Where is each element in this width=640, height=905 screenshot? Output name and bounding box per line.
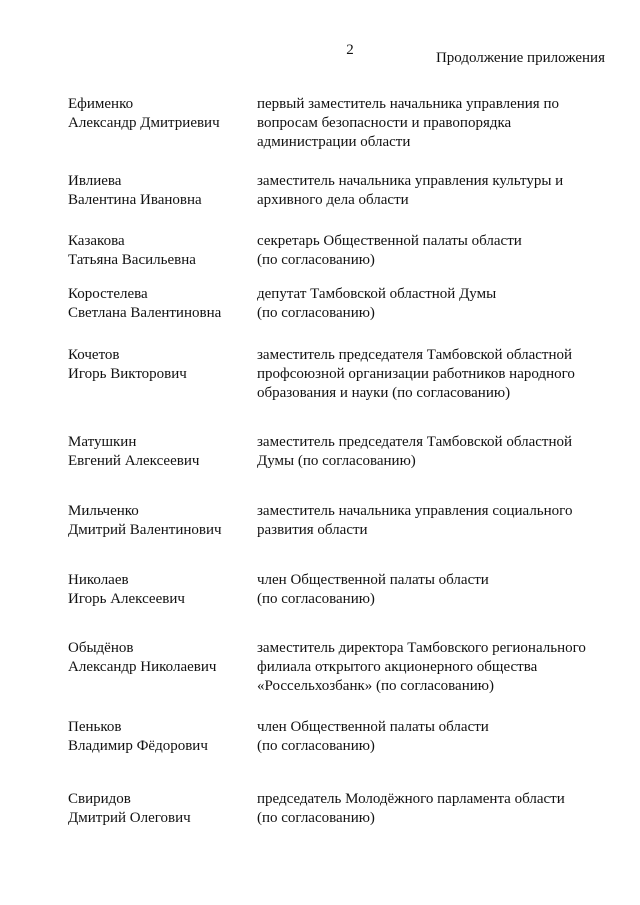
member-role	[257, 502, 602, 540]
member-name	[68, 790, 248, 828]
role-line: развития области	[257, 522, 368, 538]
member-given-name: Дмитрий Валентинович	[68, 522, 222, 538]
member-name	[68, 571, 248, 609]
member-given-name: Владимир Фёдорович	[68, 738, 208, 754]
member-role	[257, 433, 602, 471]
role-line: Думы (по согласованию)	[257, 453, 416, 469]
member-surname: Пеньков	[68, 719, 122, 735]
member-name	[68, 285, 248, 323]
role-line: (по согласованию)	[257, 305, 375, 321]
member-name	[68, 172, 248, 210]
member-given-name: Евгений Алексеевич	[68, 453, 200, 469]
role-line: филиала открытого акционерного общества	[257, 659, 538, 675]
role-line: заместитель директора Тамбовского регионального	[257, 640, 586, 656]
member-role	[257, 95, 602, 152]
member-given-name: Игорь Викторович	[68, 366, 187, 382]
role-line: заместитель председателя Тамбовской областной	[257, 434, 572, 450]
member-role	[257, 346, 602, 403]
role-line: заместитель начальника управления культуры и	[257, 173, 564, 189]
role-line: профсоюзной организации работников народного	[257, 366, 575, 382]
member-surname: Казакова	[68, 233, 125, 249]
member-role	[257, 571, 602, 609]
member-given-name: Александр Дмитриевич	[68, 115, 220, 131]
role-line: заместитель председателя Тамбовской областной	[257, 347, 572, 363]
role-line: член Общественной палаты области	[257, 572, 489, 588]
role-line: председатель Молодёжного парламента области	[257, 791, 565, 807]
continuation-label: Продолжение приложения	[435, 50, 605, 66]
member-surname: Мильченко	[68, 503, 139, 519]
member-surname: Свиридов	[68, 791, 131, 807]
member-given-name: Игорь Алексеевич	[68, 591, 185, 607]
member-surname: Матушкин	[68, 434, 137, 450]
member-surname: Ивлиева	[68, 173, 122, 189]
role-line: заместитель начальника управления социального	[257, 503, 573, 519]
member-surname: Коростелева	[68, 286, 148, 302]
role-line: администрации области	[257, 134, 411, 150]
member-name	[68, 232, 248, 270]
role-line: член Общественной палаты области	[257, 719, 489, 735]
member-role	[257, 232, 602, 270]
member-name	[68, 95, 248, 133]
member-given-name: Александр Николаевич	[68, 659, 217, 675]
member-given-name: Татьяна Васильевна	[68, 252, 196, 268]
role-line: образования и науки (по согласованию)	[257, 385, 511, 401]
member-given-name: Валентина Ивановна	[68, 192, 202, 208]
member-name	[68, 502, 248, 540]
member-surname: Кочетов	[68, 347, 120, 363]
role-line: первый заместитель начальника управления по	[257, 96, 559, 112]
member-role	[257, 172, 602, 210]
member-name	[68, 639, 248, 677]
member-given-name: Светлана Валентиновна	[68, 305, 222, 321]
member-name	[68, 718, 248, 756]
role-line: (по согласованию)	[257, 591, 375, 607]
member-role	[257, 639, 602, 696]
member-name	[68, 346, 248, 384]
role-line: архивного дела области	[257, 192, 409, 208]
member-role	[257, 285, 602, 323]
role-line: депутат Тамбовской областной Думы	[257, 286, 497, 302]
page-number: 2	[346, 42, 354, 58]
member-surname: Николаев	[68, 572, 129, 588]
member-role	[257, 718, 602, 756]
role-line: (по согласованию)	[257, 738, 375, 754]
role-line: «Россельхозбанк» (по согласованию)	[257, 678, 494, 694]
member-given-name: Дмитрий Олегович	[68, 810, 191, 826]
role-line: секретарь Общественной палаты области	[257, 233, 522, 249]
member-name	[68, 433, 248, 471]
member-role	[257, 790, 602, 828]
member-surname: Обыдёнов	[68, 640, 134, 656]
role-line: (по согласованию)	[257, 810, 375, 826]
role-line: вопросам безопасности и правопорядка	[257, 115, 512, 131]
role-line: (по согласованию)	[257, 252, 375, 268]
member-surname: Ефименко	[68, 96, 134, 112]
